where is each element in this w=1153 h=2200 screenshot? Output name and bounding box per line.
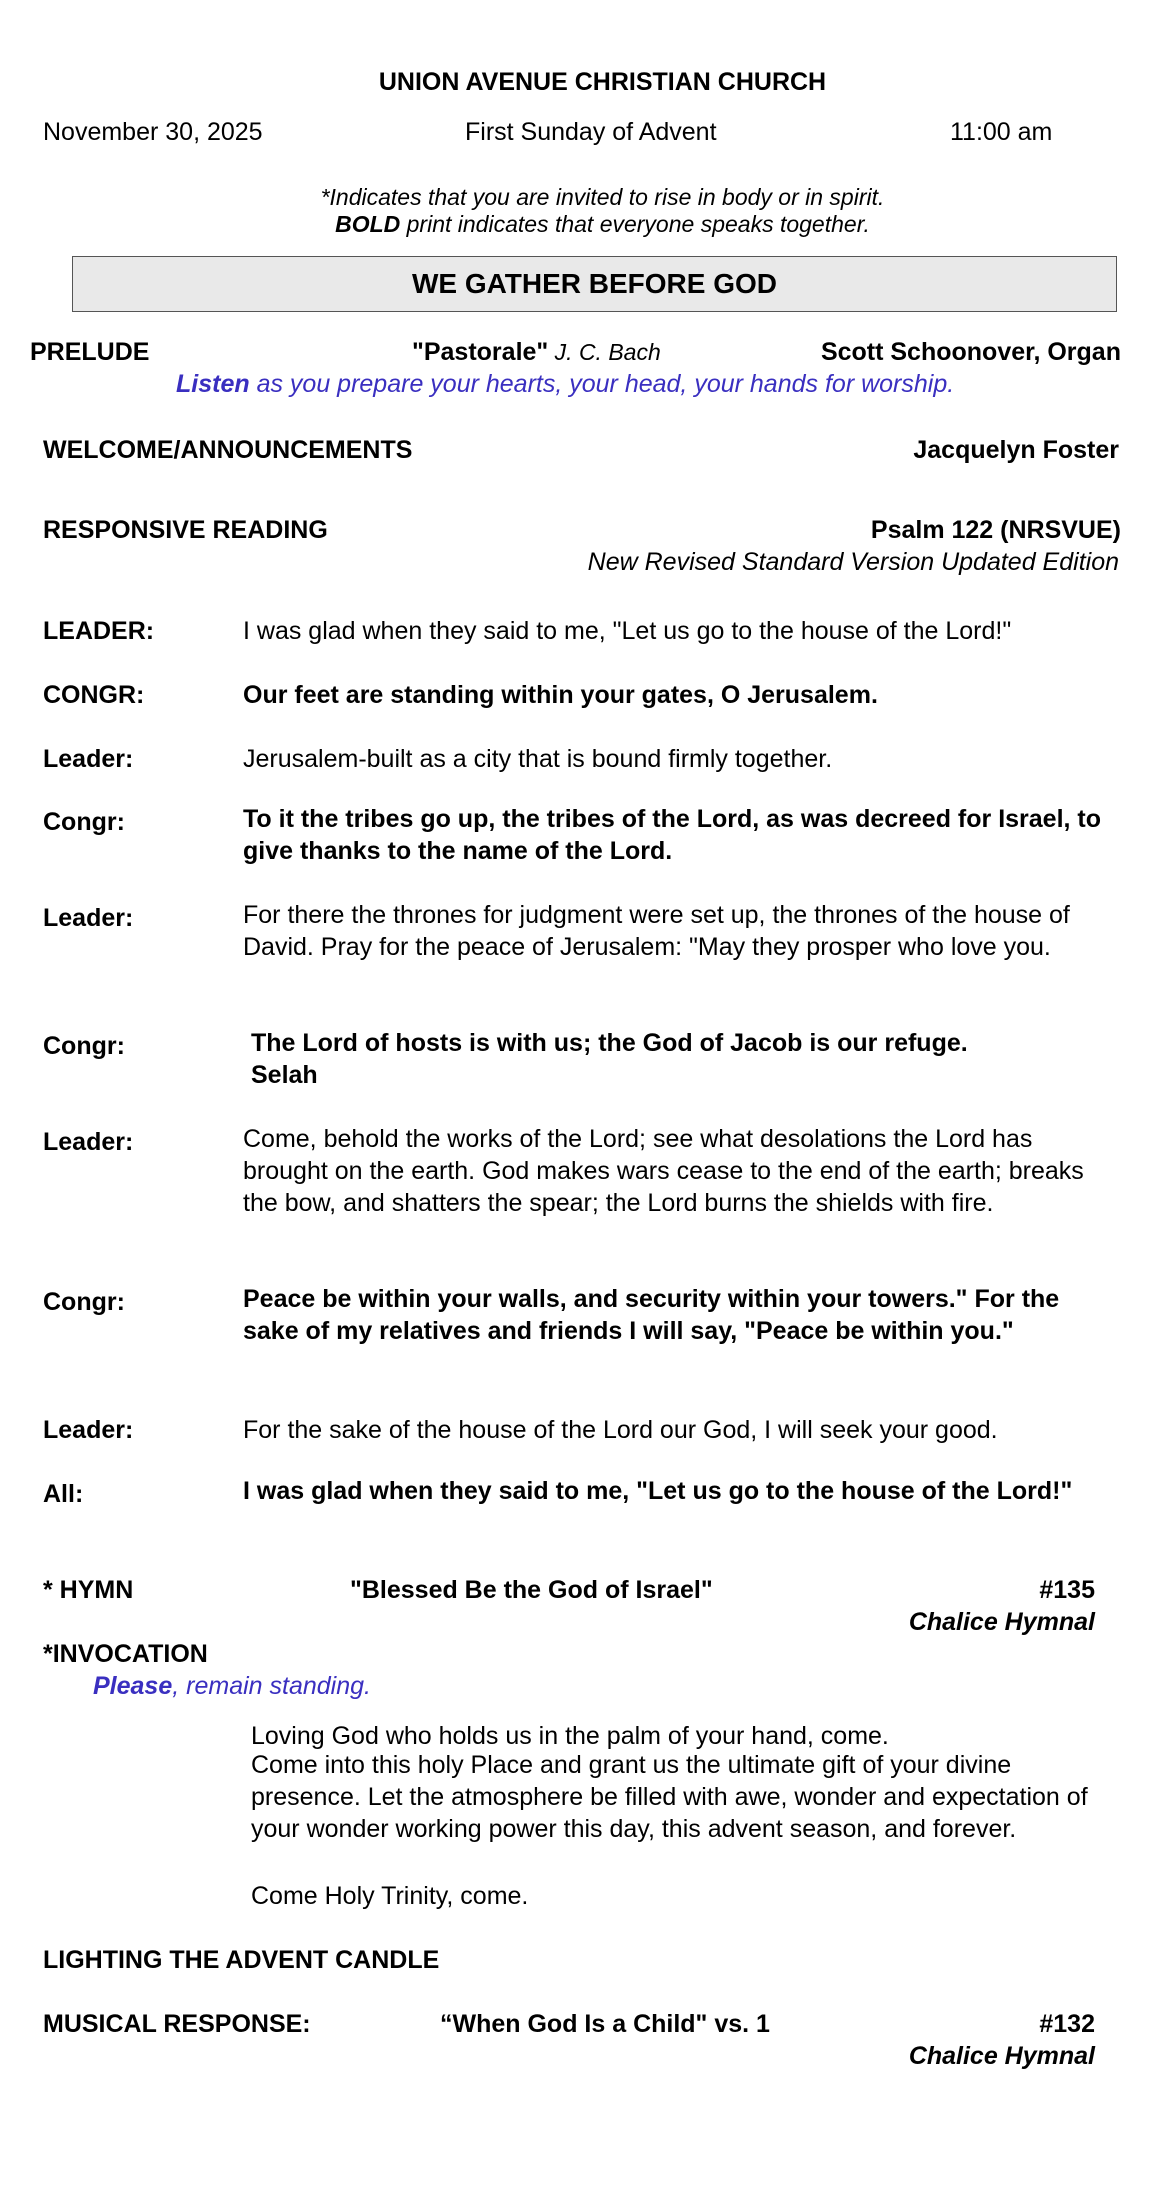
bold-note-emphasis: BOLD (335, 211, 401, 237)
reading-text: Peace be within your walls, and security within your towers." For the sake of my relatives and friends I will say, "Peace be within you." (243, 1285, 1060, 1345)
reading-label: RESPONSIVE READING (43, 516, 328, 544)
prelude-piece (412, 338, 661, 367)
reading-speaker: Leader: (43, 1128, 134, 1156)
prelude-title: "Pastorale" (412, 338, 549, 366)
hymn-hymnal: Chalice Hymnal (908, 1608, 1095, 1636)
musical-response-hymnal: Chalice Hymnal (908, 2042, 1095, 2070)
reading-text: The Lord of hosts is with us; the God of Jacob is our refuge. Selah (251, 1029, 968, 1089)
invocation-line: Loving God who holds us in the palm of your hand, come. (251, 1722, 889, 1750)
reading-text: Come, behold the works of the Lord; see what desolations the Lord has brought on the earth. God makes wars cease to the end of the earth; breaks the bow, and shatters the spear; the Lord burns the shields with fire. (243, 1125, 1084, 1217)
reading-speaker: Leader: (43, 904, 134, 932)
church-name: UNION AVENUE CHRISTIAN CHURCH (378, 68, 827, 96)
invocation-line: Come into this holy Place and grant us the ultimate gift of your divine presence. Let the atmosphere be filled with awe, wonder and expectation of your wonder working power this day, this advent season, and forever. (251, 1751, 1088, 1843)
welcome-person: Jacquelyn Foster (913, 436, 1119, 464)
reading-text: I was glad when they said to me, "Let us go to the house of the Lord!" (243, 1477, 1073, 1505)
hymn-title: "Blessed Be the God of Israel" (350, 1576, 713, 1604)
reading-text: Jerusalem-built as a city that is bound firmly together. (243, 745, 833, 773)
prelude-instruction (176, 370, 954, 399)
service-time: 11:00 am (950, 118, 1053, 146)
reading-version: New Revised Standard Version Updated Edition (587, 548, 1119, 576)
reading-speaker: Congr: (43, 1288, 125, 1316)
reading-speaker: Congr: (43, 1032, 125, 1060)
bold-note (0, 211, 1153, 238)
service-date: November 30, 2025 (43, 118, 263, 146)
reading-speaker: LEADER: (43, 617, 155, 645)
reading-speaker: Leader: (43, 1416, 134, 1444)
section-title: WE GATHER BEFORE GOD (72, 256, 1117, 312)
prelude-performer: Scott Schoonover, Organ (820, 338, 1121, 366)
prelude-composer: J. C. Bach (548, 339, 661, 365)
prelude-instruction-emphasis: Listen (176, 370, 250, 398)
hymn-number: #135 (1039, 1576, 1095, 1604)
musical-response-number: #132 (1039, 2010, 1095, 2038)
rise-note: *Indicates that you are invited to rise in body or in spirit. (320, 184, 885, 210)
reading-speaker: CONGR: (43, 681, 145, 709)
invocation-instruction-emphasis: Please (93, 1672, 173, 1700)
welcome-label: WELCOME/ANNOUNCEMENTS (43, 436, 413, 464)
hymn-label: * HYMN (43, 1576, 134, 1604)
prelude-instruction-text: as you prepare your hearts, your head, your hands for worship. (249, 370, 955, 398)
reading-text: Our feet are standing within your gates, O Jerusalem. (243, 681, 878, 709)
reading-text: For the sake of the house of the Lord our God, I will seek your good. (243, 1416, 998, 1444)
musical-response-label: MUSICAL RESPONSE: (43, 2010, 311, 2038)
invocation-instruction-text: , remain standing. (172, 1672, 371, 1700)
reading-speaker: Leader: (43, 745, 134, 773)
musical-response-title: “When God Is a Child" vs. 1 (440, 2010, 770, 2038)
invocation-instruction (93, 1672, 371, 1701)
advent-candle-label: LIGHTING THE ADVENT CANDLE (43, 1946, 440, 1974)
reading-speaker: All: (43, 1480, 84, 1508)
prelude-label: PRELUDE (30, 338, 150, 366)
bold-note-text: print indicates that everyone speaks together. (400, 211, 870, 237)
invocation-label: *INVOCATION (43, 1640, 208, 1668)
invocation-line: Come Holy Trinity, come. (251, 1882, 529, 1910)
reading-source: Psalm 122 (NRSVUE) (870, 516, 1121, 544)
reading-text: I was glad when they said to me, "Let us go to the house of the Lord!" (243, 617, 1012, 645)
reading-speaker: Congr: (43, 808, 125, 836)
reading-text: To it the tribes go up, the tribes of the Lord, as was decreed for Israel, to give thanks to the name of the Lord. (243, 805, 1102, 865)
service-occasion: First Sunday of Advent (465, 118, 717, 146)
reading-text: For there the thrones for judgment were set up, the thrones of the house of David. Pray for the peace of Jerusalem: "May they prosper who love you. (243, 901, 1070, 961)
